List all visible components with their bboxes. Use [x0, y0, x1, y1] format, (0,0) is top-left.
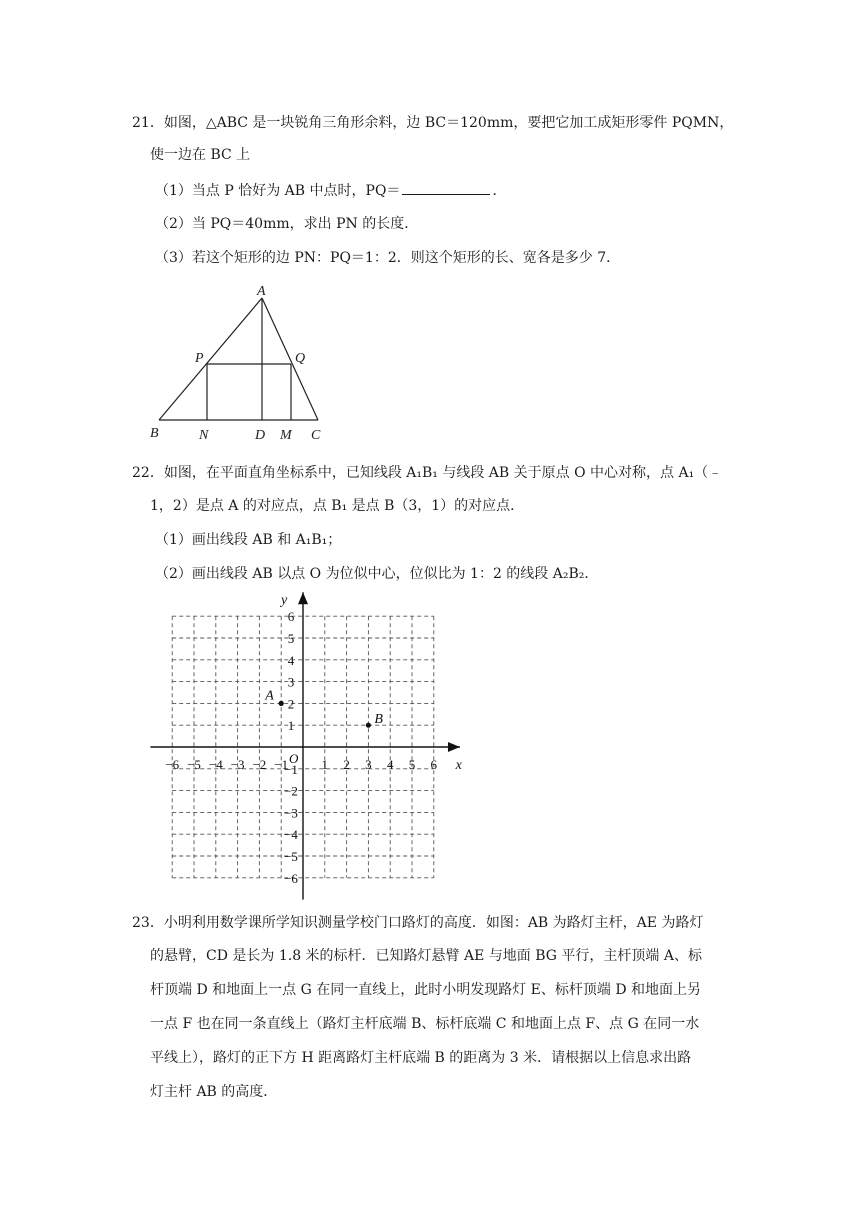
point-b-label: B: [374, 712, 383, 728]
x-tick-label: 4: [386, 757, 394, 772]
point-a: [279, 701, 284, 706]
q21-stem-line-1: 21．如图，△ABC 是一块锐角三角形余料，边 BC＝120mm，要把它加工成矩形零件 PQMN，: [132, 115, 734, 131]
q21-part-1-end: ．: [492, 183, 507, 199]
y-axis-arrow-icon: [298, 592, 308, 604]
y-tick-label: 1: [287, 718, 295, 734]
y-tick-label: 3: [287, 674, 295, 690]
y-tick-label: 5: [287, 631, 295, 646]
y-tick-label: −5: [284, 849, 298, 864]
x-axis-label: x: [455, 758, 462, 773]
label-m: M: [280, 428, 292, 443]
q21-part-1-text: （1）当点 P 恰好为 AB 中点时，PQ＝: [155, 183, 401, 199]
label-p: P: [195, 351, 204, 366]
x-tick-label: −1: [274, 757, 289, 772]
q23-line-3: 杆顶端 D 和地面上一点 G 在同一直线上，此时小明发现路灯 E、标杆顶端 D 和地面上另: [150, 982, 702, 998]
q23-line-6: 灯主杆 AB 的高度．: [150, 1084, 278, 1100]
x-tick-label: −6: [165, 757, 180, 772]
x-tick-label: −4: [208, 757, 223, 772]
y-tick-label: −4: [284, 827, 298, 843]
y-tick-label: −2: [284, 783, 298, 799]
q21-part-2: （2）当 PQ＝40mm，求出 PN 的长度．: [155, 216, 419, 232]
q22-part-2: （2）画出线段 AB 以点 O 为位似中心，位似比为 1：2 的线段 A₂B₂．: [155, 566, 599, 582]
q23-line-2: 的悬臂，CD 是长为 1.8 米的标杆．已知路灯悬臂 AE 与地面 BG 平行，主杆顶端 A、标: [150, 948, 702, 964]
point-b: [366, 723, 371, 728]
x-tick-label: 2: [343, 757, 350, 772]
x-axis-arrow-icon: [448, 742, 460, 752]
coordinate-grid-figure: [140, 584, 470, 904]
label-c: C: [311, 428, 321, 443]
triangle-figure: [140, 278, 340, 446]
q23-line-4: 一点 F 也在同一条直线上（路灯主杆底端 B、标杆底端 C 和地面上点 F、点 G 在同一水: [150, 1016, 700, 1032]
point-a-label: A: [265, 688, 274, 704]
y-tick-label: 2: [287, 696, 295, 712]
label-a: A: [257, 284, 266, 299]
label-q: Q: [295, 351, 306, 366]
y-tick-label: 6: [287, 609, 295, 625]
label-n: N: [199, 428, 209, 443]
x-tick-label: −5: [187, 757, 201, 772]
x-tick-label: −3: [230, 757, 245, 772]
q21-part-3: （3）若这个矩形的边 PN：PQ＝1：2．则这个矩形的长、宽各是多少 7．: [155, 250, 621, 266]
q21-part-1: [155, 180, 506, 201]
q22-part-1: （1）画出线段 AB 和 A₁B₁；: [155, 532, 342, 548]
q23-line-5: 平线上），路灯的正下方 H 距离路灯主杆底端 B 的距离为 3 米．请根据以上信息求出路: [150, 1050, 692, 1066]
answer-blank: [402, 180, 490, 195]
q22-stem-line-2: 1，2）是点 A 的对应点，点 B₁ 是点 B（3，1）的对应点．: [150, 498, 525, 514]
side-ac: [262, 298, 318, 420]
y-tick-label: −1: [284, 761, 298, 777]
q21-stem-line-2: 使一边在 BC 上: [150, 147, 251, 163]
q23-line-1: 23．小明利用数学课所学知识测量学校门口路灯的高度．如图：AB 为路灯主杆，AE 为路灯: [132, 915, 704, 931]
x-tick-label: 3: [365, 757, 372, 772]
x-tick-label: 1: [321, 757, 329, 772]
x-tick-label: 6: [430, 757, 438, 772]
y-axis-label: y: [281, 592, 288, 608]
side-ab: [159, 298, 262, 420]
label-b: B: [150, 426, 159, 441]
y-tick-label: −3: [284, 805, 298, 821]
label-d: D: [255, 428, 266, 443]
y-tick-label: −6: [284, 870, 298, 886]
origin-label: O: [289, 751, 299, 766]
x-tick-label: 5: [408, 757, 416, 772]
y-tick-label: 4: [287, 652, 295, 668]
x-tick-label: −2: [252, 757, 267, 772]
q22-stem-line-1: 22．如图，在平面直角坐标系中，已知线段 A₁B₁ 与线段 AB 关于原点 O 中心对称，点 A₁（﹣: [132, 465, 723, 481]
